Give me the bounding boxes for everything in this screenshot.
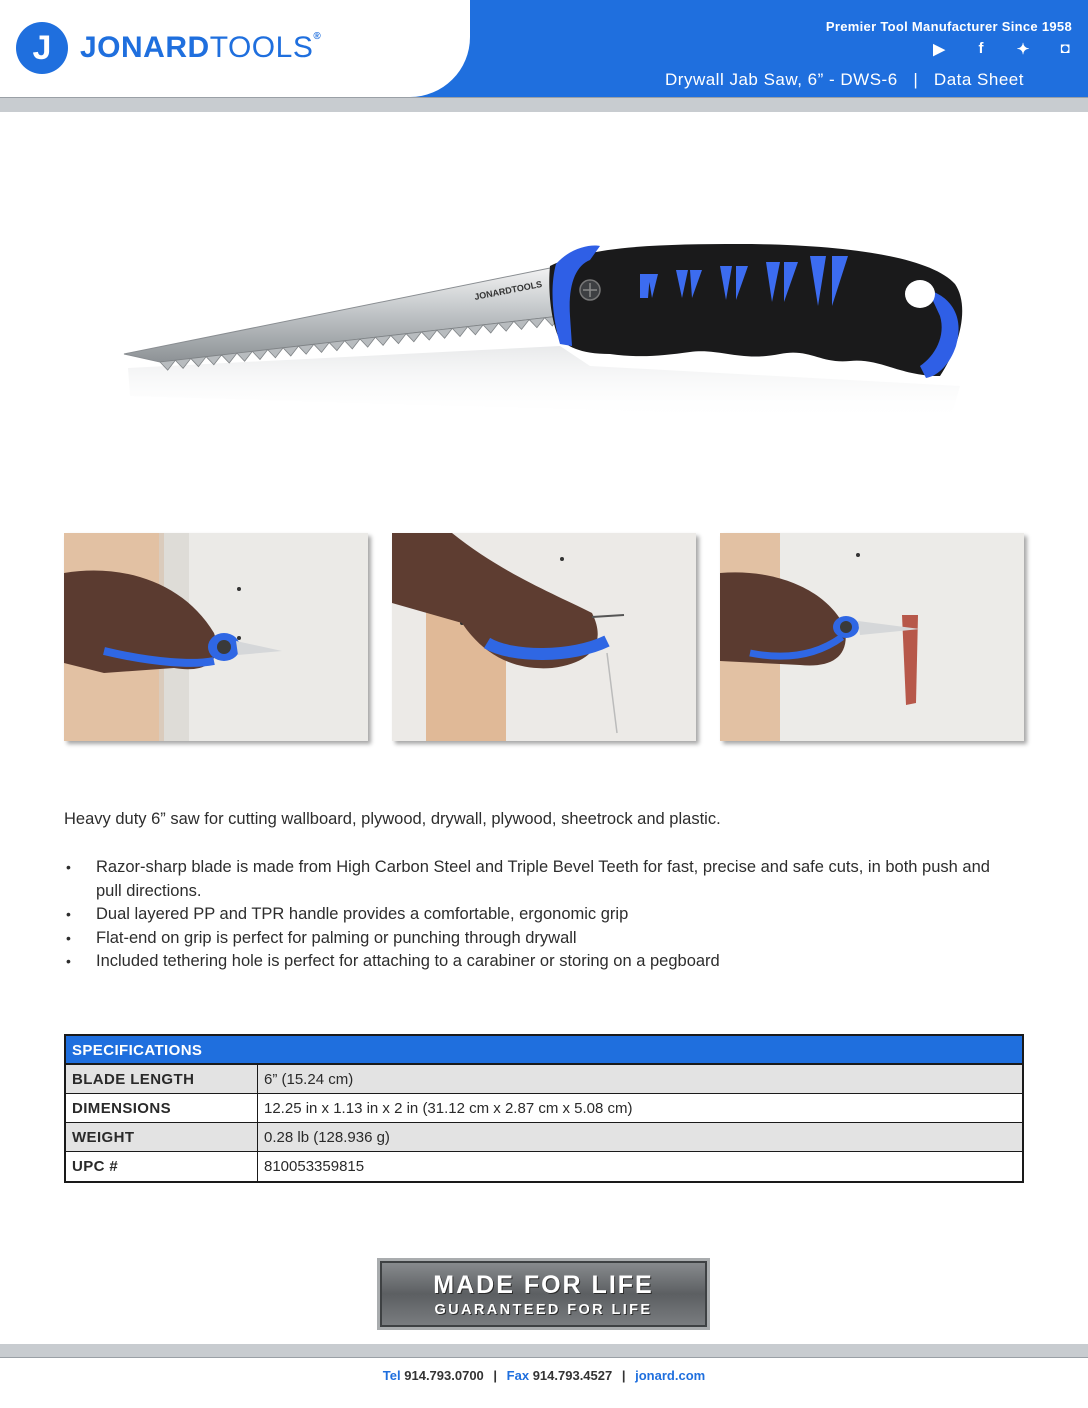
logo-mark-icon [16, 22, 68, 74]
tel-number[interactable]: 914.793.0700 [404, 1368, 484, 1383]
footer-separator: | [621, 1368, 626, 1383]
spec-label: UPC # [66, 1152, 258, 1181]
feature-item: • Included tethering hole is perfect for attaching to a carabiner or storing on a pegboard [64, 950, 994, 974]
jonard-logo[interactable] [16, 22, 321, 74]
twitter-icon[interactable]: ✦ [1016, 41, 1030, 58]
specifications-table [64, 1034, 1024, 1183]
page-header [0, 0, 1088, 112]
footer-separator: | [493, 1368, 498, 1383]
usage-photo-2 [392, 533, 696, 741]
spec-row [66, 1094, 1022, 1123]
spec-row [66, 1123, 1022, 1152]
social-links [930, 40, 1074, 58]
logo-brand-light: TOOLS [209, 31, 314, 64]
spec-value: 810053359815 [264, 1158, 365, 1175]
feature-item: • Razor-sharp blade is made from High Carbon Steel and Triple Bevel Teeth for fast, precise and safe cuts, in both push and pull directions. [64, 856, 994, 903]
badge-line-2: GUARANTEED FOR LIFE [434, 1301, 653, 1318]
usage-photos [64, 533, 1024, 741]
made-for-life-badge [377, 1258, 710, 1330]
spec-label: WEIGHT [66, 1123, 258, 1151]
header-grey-stripe [0, 97, 1088, 112]
logo-wordmark [80, 31, 321, 65]
spec-label: DIMENSIONS [66, 1094, 258, 1122]
spec-value: 0.28 lb (128.936 g) [264, 1129, 390, 1146]
feature-list [64, 856, 994, 974]
youtube-icon[interactable]: ▶ [933, 41, 945, 58]
facebook-icon[interactable]: f [978, 40, 984, 57]
instagram-icon[interactable]: ◘ [1060, 40, 1070, 57]
logo-letter: J [32, 28, 52, 67]
spec-value: 6” (15.24 cm) [264, 1071, 354, 1088]
usage-photo-1 [64, 533, 368, 741]
spec-row [66, 1152, 1022, 1181]
usage-photo-3 [720, 533, 1024, 741]
fax-label: Fax [506, 1368, 530, 1383]
registered-mark: ® [313, 31, 322, 42]
spec-row [66, 1065, 1022, 1094]
tel-label: Tel [382, 1368, 401, 1383]
badge-line-1: MADE FOR LIFE [433, 1270, 654, 1299]
spec-label: BLADE LENGTH [66, 1065, 258, 1093]
specifications-heading: SPECIFICATIONS [66, 1036, 1022, 1065]
feature-item: • Dual layered PP and TPR handle provides a comfortable, ergonomic grip [64, 903, 994, 927]
footer-grey-stripe [0, 1344, 1088, 1358]
website-link[interactable]: jonard.com [635, 1368, 706, 1383]
logo-brand-bold: JONARD [80, 31, 210, 64]
feature-item: • Flat-end on grip is perfect for palming or punching through drywall [64, 927, 994, 951]
fax-number: 914.793.4527 [532, 1368, 613, 1383]
jab-saw-illustration [120, 236, 970, 426]
page-footer [0, 1368, 1088, 1383]
product-intro: Heavy duty 6” saw for cutting wallboard, plywood, drywall, plywood, sheetrock and plastic. [64, 810, 721, 828]
product-hero-image [120, 236, 970, 426]
document-title: Drywall Jab Saw, 6” - DWS-6 | Data Sheet [665, 70, 1024, 89]
blade-brand-text: JONARDTOOLS [473, 279, 543, 302]
spec-value: 12.25 in x 1.13 in x 2 in (31.12 cm x 2.87 cm x 5.08 cm) [264, 1100, 633, 1117]
header-tagline: Premier Tool Manufacturer Since 1958 [825, 19, 1072, 34]
